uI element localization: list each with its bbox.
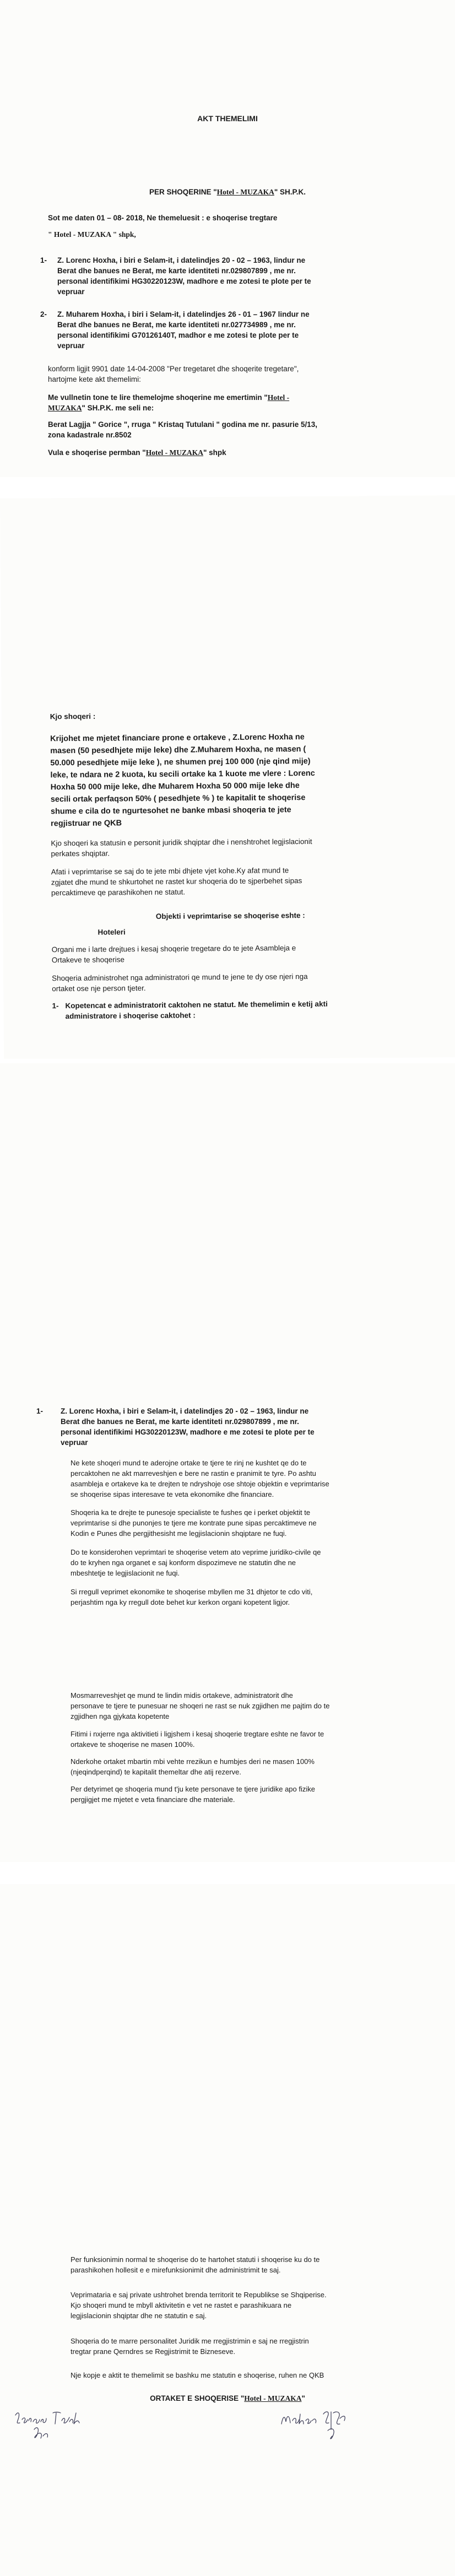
competence-line: administratore i shoqerise caktohet : [65,1011,196,1021]
partners-footer: ORTAKET E SHOQERISE "Hotel - MUZAKA" [150,2394,305,2402]
paragraph-line: Ne kete shoqeri mund te aderojne ortake te tjere te rinj ne kushtet qe do te [71,1459,307,1467]
address-line: Berat Lagjja " Gorice ", rruga " Kristaq Tutulani " godina me nr. pasurie 5/13, [48,420,317,429]
administrator-line: Berat dhe banues ne Berat, me karte identiteti nr.029807899 , me nr. [61,1417,299,1426]
status-line: perkates shqiptar. [51,849,110,858]
capital-line: masen (50 pesedhjete mije leke) dhe Z.Muharem Hoxha, ne masen ( [50,745,306,756]
founder-2-number: 2- [40,310,47,318]
founder-2-line: vepruar [57,342,85,350]
capital-line: secili ortak perfaqson 50% ( pesedhjete % ) te kapitalit te shoqerise [50,793,306,804]
page-gap [0,1059,455,1063]
object-item: Hoteleri [98,928,126,937]
company-name: Hotel - MUZAKA [216,188,274,196]
competence-number: 1- [52,1002,59,1010]
paragraph-line: Nderkohe ortaket mbartin mbi vehte rrezikun e humbjes deri ne masen 100% [71,1757,315,1766]
paragraph-line: Mosmarreveshjet qe mund te lindin midis ortakeve, administratorit dhe [71,1691,293,1700]
paragraph-line: ortakeve te shoqerise ne masen 100%. [71,1740,195,1749]
paragraph-line: veprimtarise si dhe punonjes te tjere me kontrate pune sipas percaktimeve ne [71,1519,317,1527]
administrator-line: personal identifikimi HG30220123W, madhore e me zotesi te plote per te [61,1428,315,1436]
paragraph-line: se shoqerise sipas interesave te veta ekonomike dhe financiare. [71,1490,274,1498]
company-subtitle: PER SHOQERINE "Hotel - MUZAKA" SH.P.K. [149,188,306,196]
paragraph-line: (njeqindperqind) te kapitalit themeltar dhe atij rezerve. [71,1768,242,1776]
competence-line: Kopetencat e administratorit caktohen ne statut. Me themelimin e ketij akti [65,999,328,1010]
founder-1-line: Berat dhe banues ne Berat, me karte identiteti nr.029807899 , me nr. [57,267,296,275]
will-statement-cont: MUZAKA" SH.P.K. me seli ne: [48,404,154,412]
will-statement: Me vullnetin tone te lire themelojme shoqerine me emertimin "Hotel - [48,393,290,402]
founder-2-line: personal identifikimi G70126140T, madhor e me zotesi te plote per te [57,331,299,339]
paragraph-line: Kjo shoqeri mund te mbyll aktivitetin e vet ne rastet e parashikuara ne [71,2301,292,2309]
paragraph-line: Do te konsiderohen veprimtari te shoqerise vetem ato veprime juridiko-civile qe [71,1548,321,1556]
law-reference-line: hartojme kete akt themelimi: [48,375,141,383]
paragraph-line: parashikohen hollesit e e mirefunksionimit dhe administrimit te saj. [71,2266,281,2274]
capital-line: leke, te ndara ne 2 kuota, ku secili ortake ka 1 kuote me vlere : Lorenc [50,769,315,780]
administrator-number: 1- [36,1407,44,1415]
paragraph-line: Kodin e Punes dhe pergjithesisht me legjislacionin shqiptare ne fuqi. [71,1529,287,1538]
company-label: Kjo shoqeri : [50,712,96,721]
document-page-2 [0,495,455,1060]
paragraph-line: pergjigjet me mjetet e veta financiare dhe materiale. [71,1795,235,1804]
capital-line: Hoxha 50 000 mije leke, dhe Muharem Hoxha 50 000 mije leke dhe [50,781,300,792]
founder-1-number: 1- [40,256,47,264]
capital-line: 50.000 pesedhjete mije leke ), ne shumen prej 100 000 (nje qind mije) [50,756,311,768]
paragraph-line: Shoqeria ka te drejte te punesoje specialiste te fushes qe i perket objektit te [71,1508,311,1517]
paragraph-line: do te kryhen nga organet e saj konform dispozimeve ne statutin dhe ne [71,1558,296,1567]
paragraph-line: tregtar prane Qerndres se Regjistrimit te Bizneseve. [71,2347,236,2356]
signature-lorenc-hoxha [12,2407,95,2446]
founder-2-line: Z. Muharem Hoxha, i biri i Selam-it, i datelindjes 26 - 01 – 1967 lindur ne [57,310,310,318]
term-line: zgjatet dhe mund te shkurtohet ne rastet kur shoqeria do te sjperbehet sipas [51,876,302,887]
paragraph-line: personave te tjere te punesuar ne shoqeri ne rast se nuk zgjidhen me pajtim do te [71,1702,330,1710]
paragraph-line: Per funksionimin normal te shoqerise do te hartohet statuti i shoqerise ku do te [71,2255,320,2264]
administration-line: ortaket ose nje person tjeter. [52,984,146,993]
intro-company-name: " Hotel - MUZAKA " shpk, [48,230,136,239]
law-reference-line: konform ligjit 9901 date 14-04-2008 "Per tregetaret dhe shoqerite tregetare", [48,365,299,373]
organs-line: Ortakeve te shoqerise [51,955,124,965]
signature-muharem-hoxha [278,2407,361,2446]
seal-statement: Vula e shoqerise permban "Hotel - MUZAKA" shpk [48,448,226,457]
paragraph-line: mbeshtetje te legjislacionit ne fuqi. [71,1569,180,1577]
founder-1-line: Z. Lorenc Hoxha, i biri e Selam-it, i datelindjes 20 - 02 – 1963, lindur ne [57,256,306,264]
founder-1-line: vepruar [57,288,85,296]
capital-line: regjistruar ne QKB [51,819,122,829]
document-page-3-continued [0,1686,455,1862]
paragraph-line: perjashtim nga ky rregull dote behet kur kerkon organi kopetent ligjor. [71,1598,290,1606]
object-heading: Objekti i veprimtarise se shoqerise eshte : [155,911,305,921]
document-title: AKT THEMELIMI [197,114,258,123]
document-page-1 [0,0,455,477]
paragraph-copy: Nje kopje e aktit te themelimit se bashku me statutin e shoqerise, ruhen ne QKB [71,2371,324,2379]
administration-line: Shoqeria administrohet nga administratori qe mund te jene te dy ose njeri nga [52,972,308,983]
paragraph-line: zgjidhen nga gjykata kopetente [71,1712,170,1720]
status-line: Kjo shoqeri ka statusin e personit juridik shqiptar dhe i nenshtrohet legjislacionit [51,837,312,848]
organs-line: Organi me i larte drejtues i kesaj shoqerie tregetare do te jete Asambleja e [51,944,296,954]
paragraph-line: legjislacionin shqiptar dhe ne statutin e saj. [71,2312,207,2320]
paragraph-line: Per detyrimet qe shoqeria mund t'ju kete personave te tjere juridike apo fizike [71,1785,315,1793]
paragraph-line: percaktohen ne akt marreveshjen e bere ne rastin e pranimit te tyre. Po ashtu [71,1469,316,1478]
capital-line: shume e cila do te ngurtesohet ne banke mbasi shoqeria te jete [50,805,291,816]
paragraph-line: Shoqeria do te marre personalitet Juridik me rregjistrimin e saj ne rregjistrin [71,2337,309,2345]
term-line: Afati i veprimtarise se saj do te jete mbi dhjete vjet kohe.Ky afat mund te [51,866,289,876]
document-page-4 [0,1884,455,2576]
paragraph-line: Fitimi i nxjerre nga aktivitieti i ligjshem i kesaj shoqerie tregtare eshte ne favor te [71,1730,324,1738]
page-gap [0,477,455,497]
founder-2-line: Berat dhe banues ne Berat, me karte identiteti nr.027734989 , me nr. [57,321,296,329]
administrator-line: Z. Lorenc Hoxha, i biri e Selam-it, i datelindjes 20 - 02 – 1963, lindur ne [61,1407,309,1415]
paragraph-line: asambleja e ortakeve ka te drejten te ndryshoje ose shtoje objektin e veprimtarise [71,1480,329,1488]
intro-line: Sot me daten 01 – 08- 2018, Ne themeluesit : e shoqerise tregtare [48,214,278,222]
page-gap [0,1862,455,1884]
founder-1-line: personal identifikimi HG30220123W, madhore e me zotesi te plote per te [57,277,311,285]
paragraph-line: Si rregull veprimet ekonomike te shoqerise mbyllen me 31 dhjetor te cdo viti, [71,1588,313,1596]
paragraph-line: Veprimataria e saj private ushtrohet brenda territorit te Republikse se Shqiperise. [71,2291,327,2299]
administrator-line: vepruar [61,1438,88,1447]
capital-line: Krijohet me mjetet financiare prone e ortakeve , Z.Lorenc Hoxha ne [50,733,305,744]
address-line: zona kadastrale nr.8502 [48,431,132,439]
term-line: percaktimeve qe parashikohen ne statut. [51,887,186,897]
document-page-3 [0,1063,455,1686]
